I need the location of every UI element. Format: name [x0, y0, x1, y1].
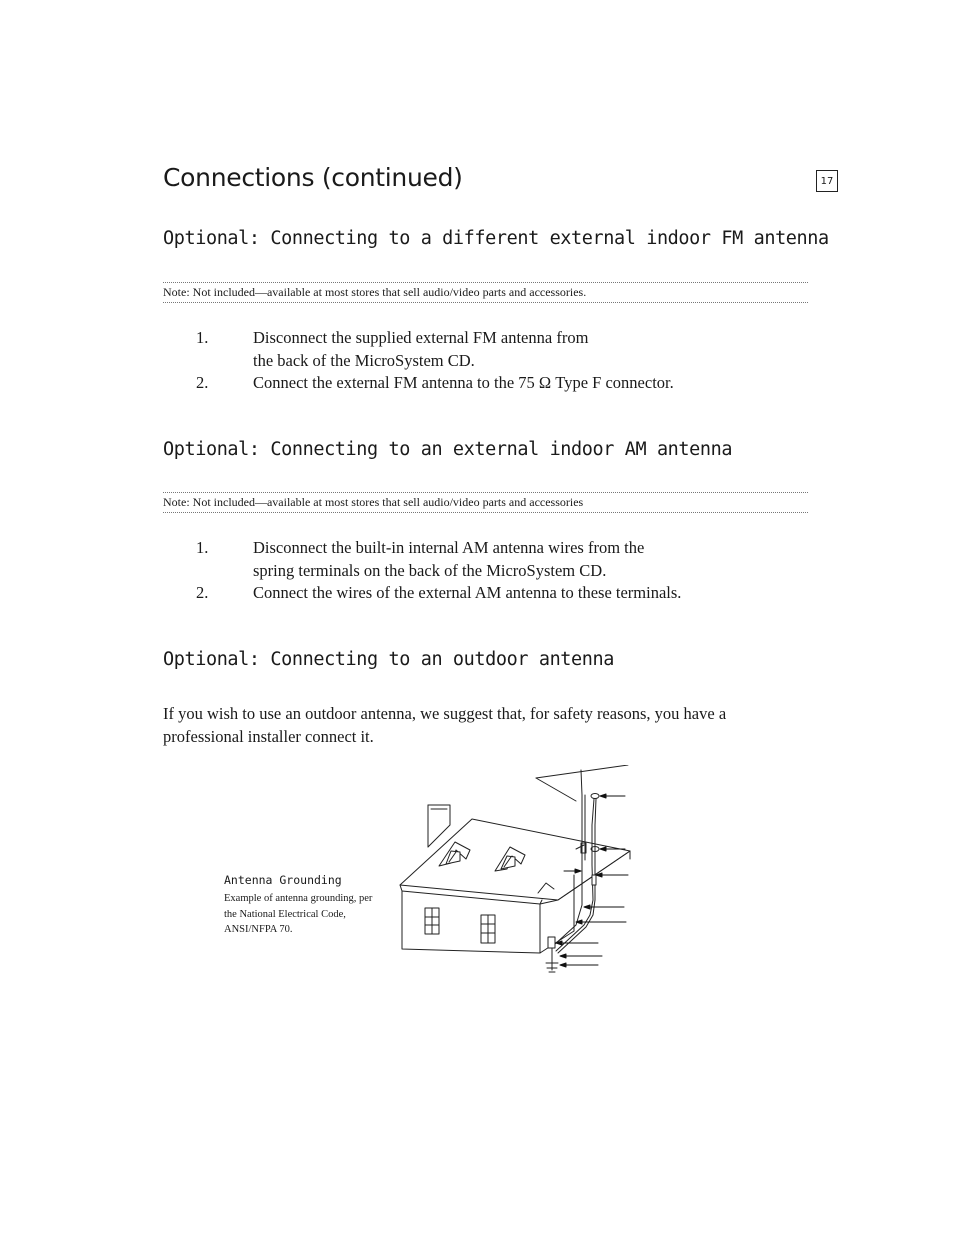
window-right [481, 915, 495, 943]
steps-fm [163, 327, 813, 395]
antenna-grounding-diagram [396, 765, 636, 980]
step-text: Disconnect the supplied external FM antenna from the back of the MicroSystem CD. [253, 328, 589, 370]
steps-am [163, 537, 813, 605]
section-heading-am: Optional: Connecting to an external indoor AM antenna [163, 439, 733, 460]
outdoor-paragraph: If you wish to use an outdoor antenna, we suggest that, for safety reasons, you have a professional installer connect it. [163, 704, 727, 746]
step-number: 2. [196, 373, 209, 392]
list-item [163, 537, 653, 582]
note-am: Note: Not included—available at most stores that sell audio/video parts and accessories [163, 492, 808, 513]
step-number: 1. [196, 538, 209, 557]
chimney [428, 805, 450, 847]
list-item [163, 582, 813, 605]
list-item [163, 327, 593, 372]
window-left [425, 908, 439, 934]
step-number: 2. [196, 583, 209, 602]
step-number: 1. [196, 328, 209, 347]
section-heading-fm: Optional: Connecting to a different external indoor FM antenna [163, 228, 829, 249]
page-number: 17 [816, 170, 838, 192]
note-fm: Note: Not included—available at most stores that sell audio/video parts and accessories. [163, 282, 808, 303]
step-text: Disconnect the built-in internal AM antenna wires from the spring terminals on the back of the MicroSystem CD. [253, 538, 645, 580]
section-heading-outdoor: Optional: Connecting to an outdoor antenna [163, 649, 614, 670]
step-text: Connect the external FM antenna to the 75 Ω Type F connector. [253, 373, 674, 392]
figure-caption-title: Antenna Grounding [224, 873, 342, 887]
step-text: Connect the wires of the external AM antenna to these terminals. [253, 583, 682, 602]
list-item [163, 372, 813, 395]
page-title: Connections (continued) [163, 163, 463, 192]
figure-caption-text: Example of antenna grounding, per the National Electrical Code, ANSI/NFPA 70. [224, 893, 373, 935]
